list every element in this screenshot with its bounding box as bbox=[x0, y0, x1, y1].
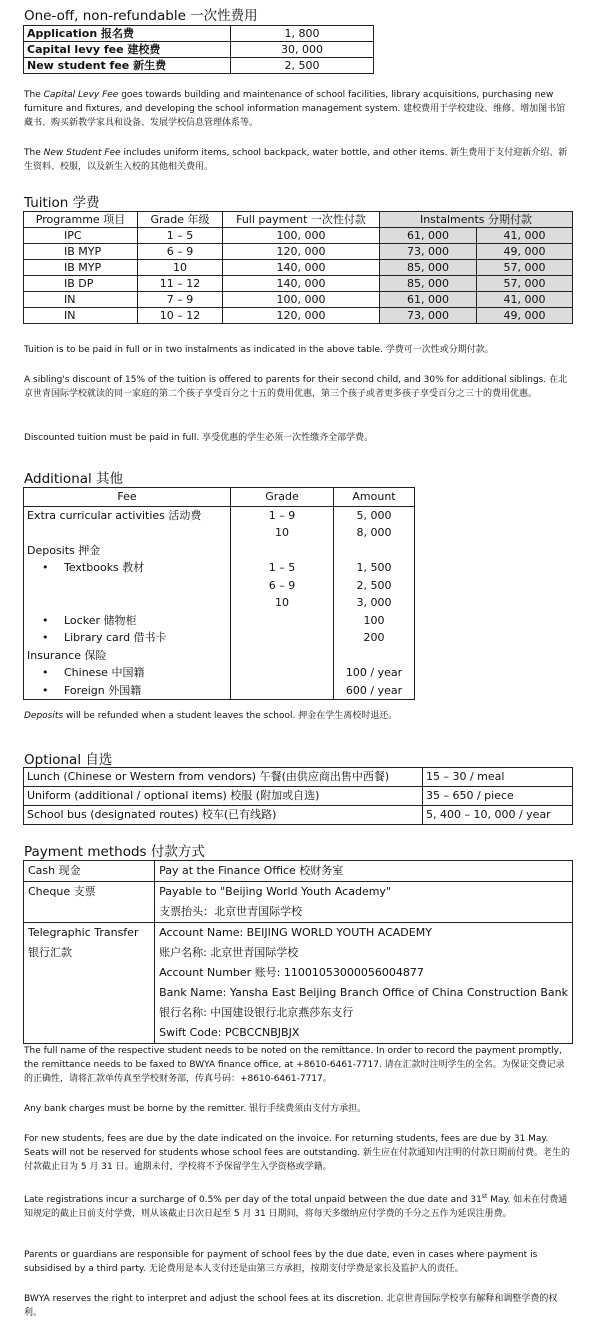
grade-cell bbox=[231, 629, 334, 647]
programme-cell: IN bbox=[24, 308, 138, 324]
grade-cell: 7 – 9 bbox=[138, 292, 223, 308]
grade-cell bbox=[231, 647, 334, 665]
grade-cell: 1 – 9 bbox=[231, 506, 334, 524]
programme-cell: IB DP bbox=[24, 276, 138, 292]
programme-cell: IB MYP bbox=[24, 260, 138, 276]
col-amount: Amount bbox=[334, 488, 415, 507]
payment-details-cell bbox=[155, 882, 573, 923]
payment-detail-line: Account Name: BEIJING WORLD YOUTH ACADEMY bbox=[159, 926, 432, 939]
remittance-note: The full name of the respective student needs to be noted on the remittance. In order to record the payment promptly, the remittance needs to be faxed to BWYA finance office, at +8610-6461-7717. 请在汇款时注明学生的全名。为保证交费记录的正确性，请将汇款单传真至学校财务部，传真号码：+8610-6461-7717。 bbox=[24, 1046, 565, 1084]
payment-detail-line: Bank Name: Yansha East Beijing Branch Office of China Construction Bank bbox=[159, 986, 568, 999]
full-payment-cell: 120, 000 bbox=[223, 308, 380, 324]
grade-cell: 10 bbox=[138, 260, 223, 276]
fee-cell: Extra curricular activities 活动费 bbox=[24, 506, 231, 524]
optional-item-cell: School bus (designated routes) 校车(已有线路) bbox=[24, 806, 423, 825]
instalment-2-cell: 41, 000 bbox=[477, 292, 573, 308]
table-row bbox=[24, 559, 415, 577]
table-row bbox=[24, 682, 415, 700]
late-registration-note: Late registrations incur a surcharge of 0.5% per day of the total unpaid between the due date and 31st May. 如未在付费通知规定的截止日前支付学费，则从该截止日次日起至 5 月 31 日期间，将每天多缴纳应付学费的千分之五作为延误注册费。 bbox=[24, 1193, 568, 1219]
col-instalments: Instalments 分期付款 bbox=[380, 212, 573, 228]
fee-amount: 30, 000 bbox=[231, 42, 374, 58]
table-row bbox=[24, 806, 573, 825]
fee-cell: • Locker 储物柜 bbox=[24, 612, 231, 630]
fee-cell: • Textbooks 教材 bbox=[24, 559, 231, 577]
table-row bbox=[24, 308, 573, 324]
fee-label: Application 报名费 bbox=[24, 26, 231, 42]
fee-label: Capital levy fee 建校费 bbox=[24, 42, 231, 58]
table-row bbox=[24, 524, 415, 542]
table-row bbox=[24, 228, 573, 244]
payment-method-cell: Cash 现金 bbox=[24, 861, 155, 882]
col-programme: Programme 项目 bbox=[24, 212, 138, 228]
payment-method-cell: Telegraphic Transfer 银行汇款 bbox=[24, 923, 155, 1044]
amount-cell: 200 bbox=[363, 631, 385, 644]
instalment-2-cell: 57, 000 bbox=[477, 260, 573, 276]
table-row bbox=[24, 577, 415, 595]
payment-method-cell: Cheque 支票 bbox=[24, 882, 155, 923]
instalment-1-cell: 73, 000 bbox=[380, 308, 477, 324]
new-student-note: The New Student Fee includes uniform items, school backpack, water bottle, and other items. 新生费用于支付迎新介绍、新生资料、校服，以及新生入校的其他相关费用。 bbox=[24, 148, 568, 172]
fee-cell: Deposits 押金 bbox=[24, 542, 231, 560]
one-off-heading: One-off, non-refundable 一次性费用 bbox=[24, 8, 258, 24]
table-row bbox=[24, 276, 573, 292]
table-row bbox=[24, 923, 573, 1044]
fee-amount: 1, 800 bbox=[231, 26, 374, 42]
instalment-1-cell: 85, 000 bbox=[380, 276, 477, 292]
table-row bbox=[24, 26, 374, 42]
amount-cell: 100 bbox=[363, 613, 385, 627]
tuition-note: Tuition is to be paid in full or in two instalments as indicated in the above table. 学费可一次性或分期付款。 bbox=[24, 345, 494, 355]
amount-cell: 1, 500 bbox=[356, 561, 392, 574]
table-row bbox=[24, 244, 573, 260]
col-full-payment: Full payment 一次性付款 bbox=[223, 212, 380, 228]
fee-amount: 2, 500 bbox=[231, 58, 374, 74]
deposits-note: Deposits will be refunded when a student leaves the school. 押金在学生离校时退还。 bbox=[24, 711, 398, 721]
instalment-1-cell: 61, 000 bbox=[380, 292, 477, 308]
additional-heading: Additional 其他 bbox=[24, 471, 124, 487]
payment-table bbox=[23, 860, 573, 1044]
full-payment-cell: 100, 000 bbox=[223, 292, 380, 308]
fee-label: New student fee 新生费 bbox=[24, 58, 231, 74]
grade-cell: 1 – 5 bbox=[138, 228, 223, 244]
table-row bbox=[24, 861, 573, 882]
optional-amount-cell: 5, 400 – 10, 000 / year bbox=[423, 806, 573, 825]
fee-cell: • Library card 借书卡 bbox=[24, 629, 231, 647]
programme-cell: IPC bbox=[24, 228, 138, 244]
additional-table bbox=[23, 487, 415, 700]
instalment-2-cell: 41, 000 bbox=[477, 228, 573, 244]
grade-cell: 10 – 12 bbox=[138, 308, 223, 324]
payment-detail-line: Swift Code: PCBCCNBJBJX bbox=[159, 1026, 300, 1039]
discount-full-note: Discounted tuition must be paid in full. 享受优惠的学生必须一次性缴齐全部学费。 bbox=[24, 433, 374, 443]
tuition-table bbox=[23, 211, 573, 324]
table-row bbox=[24, 506, 415, 524]
instalment-1-cell: 85, 000 bbox=[380, 260, 477, 276]
grade-cell: 6 – 9 bbox=[231, 577, 334, 595]
table-row bbox=[24, 787, 573, 806]
full-payment-cell: 100, 000 bbox=[223, 228, 380, 244]
table-row bbox=[24, 292, 573, 308]
capital-levy-note: The Capital Levy Fee goes towards building and maintenance of school facilities, library acquisitions, purchasing new furniture and fixtures, and developing the school information management system. 建校费用于学校建设、维修、增加图书馆藏书、购买新教学家具和设备、发展学校信息管理体系等。 bbox=[24, 90, 566, 128]
full-payment-cell: 120, 000 bbox=[223, 244, 380, 260]
payment-detail-line: 账户名称: 北京世青国际学校 bbox=[159, 946, 299, 959]
instalment-1-cell: 61, 000 bbox=[380, 228, 477, 244]
col-grade: Grade bbox=[231, 488, 334, 507]
payment-detail-line: 银行名称: 中国建设银行北京燕莎东支行 bbox=[159, 1006, 354, 1019]
programme-cell: IB MYP bbox=[24, 244, 138, 260]
amount-cell bbox=[334, 647, 415, 665]
full-payment-cell: 140, 000 bbox=[223, 260, 380, 276]
optional-amount-cell: 35 – 650 / piece bbox=[423, 787, 573, 806]
optional-heading: Optional 自选 bbox=[24, 752, 113, 768]
sibling-discount-note: A sibling's discount of 15% of the tuition is offered to parents for their second child, and 30% for additional siblings. 在北京世青国际学校就读的同一家庭的第二个孩子享受百分之十五的费用优惠，第三个孩子或者更多孩子享受百分之三十的费用优惠。 bbox=[24, 375, 568, 399]
table-row bbox=[24, 664, 415, 682]
tuition-heading: Tuition 学费 bbox=[24, 195, 100, 211]
amount-cell: 8, 000 bbox=[356, 526, 392, 539]
guardian-responsibility-note: Parents or guardians are responsible for payment of school fees by the due date, even in cases where payment is subsidised by a third party. 无论费用是本人支付还是由第三方承担，按期支付学费是家长及监护人的责任。 bbox=[24, 1250, 538, 1274]
fee-cell bbox=[24, 524, 231, 542]
table-row bbox=[24, 58, 374, 74]
instalment-2-cell: 49, 000 bbox=[477, 244, 573, 260]
amount-cell: 3, 000 bbox=[356, 596, 392, 609]
fee-cell: • Chinese 中国籍 bbox=[24, 664, 231, 682]
table-row bbox=[24, 647, 415, 665]
table-row bbox=[24, 629, 415, 647]
bank-charges-note: Any bank charges must be borne by the remitter. 银行手续费须由支付方承担。 bbox=[24, 1104, 367, 1114]
table-row bbox=[24, 542, 415, 560]
amount-cell: 2, 500 bbox=[356, 578, 392, 592]
payment-details-cell bbox=[155, 923, 573, 1044]
grade-cell: 10 bbox=[231, 594, 334, 612]
table-row bbox=[24, 768, 573, 787]
fee-cell bbox=[24, 577, 231, 595]
fee-cell bbox=[24, 594, 231, 612]
optional-item-cell: Lunch (Chinese or Western from vendors) 午餐(由供应商出售中西餐) bbox=[24, 768, 423, 787]
optional-item-cell: Uniform (additional / optional items) 校服 (附加或自选) bbox=[24, 787, 423, 806]
grade-cell bbox=[231, 542, 334, 560]
instalment-2-cell: 49, 000 bbox=[477, 308, 573, 324]
amount-cell: 600 / year bbox=[345, 683, 403, 697]
amount-cell: 5, 000 bbox=[356, 508, 392, 522]
payment-detail-line: Pay at the Finance Office 校财务室 bbox=[159, 864, 344, 877]
grade-cell: 10 bbox=[231, 524, 334, 542]
table-row bbox=[24, 882, 573, 923]
table-row bbox=[24, 594, 415, 612]
one-off-table bbox=[23, 25, 374, 74]
payment-heading: Payment methods 付款方式 bbox=[24, 844, 205, 860]
grade-cell bbox=[231, 612, 334, 630]
payment-detail-line: Account Number 账号: 11001053000056004877 bbox=[159, 966, 424, 979]
grade-cell bbox=[231, 664, 334, 682]
grade-cell: 6 – 9 bbox=[138, 244, 223, 260]
payment-detail-line: 支票抬头：北京世青国际学校 bbox=[159, 905, 303, 918]
optional-table bbox=[23, 767, 573, 825]
discretion-note: BWYA reserves the right to interpret and adjust the school fees at its discretion. 北京世青国际学校享有解释和调整学费的权利。 bbox=[24, 1294, 558, 1318]
payment-detail-line: Payable to "Beijing World Youth Academy" bbox=[159, 885, 391, 898]
table-row bbox=[24, 42, 374, 58]
instalment-2-cell: 57, 000 bbox=[477, 276, 573, 292]
amount-cell bbox=[334, 542, 415, 560]
optional-amount-cell: 15 – 30 / meal bbox=[423, 768, 573, 787]
table-row bbox=[24, 612, 415, 630]
fee-cell: • Foreign 外国籍 bbox=[24, 682, 231, 700]
grade-cell bbox=[231, 682, 334, 700]
programme-cell: IN bbox=[24, 292, 138, 308]
table-row bbox=[24, 260, 573, 276]
fee-cell: Insurance 保险 bbox=[24, 647, 231, 665]
due-date-note: For new students, fees are due by the date indicated on the invoice. For returning students, fees are due by 31 May. Seats will not be reserved for students whose school fees are outstanding. 新生应在付款通知内注明的付款日期前付费。老生的付款截止日为 5 月 31 日。逾期未付，学校将不予保留学生入学资格或学籍。 bbox=[24, 1134, 570, 1172]
col-grade: Grade 年级 bbox=[138, 212, 223, 228]
amount-cell: 100 / year bbox=[345, 666, 403, 679]
col-fee: Fee bbox=[24, 488, 231, 507]
payment-details-cell bbox=[155, 861, 573, 882]
full-payment-cell: 140, 000 bbox=[223, 276, 380, 292]
grade-cell: 11 – 12 bbox=[138, 276, 223, 292]
grade-cell: 1 – 5 bbox=[231, 559, 334, 577]
instalment-1-cell: 73, 000 bbox=[380, 244, 477, 260]
